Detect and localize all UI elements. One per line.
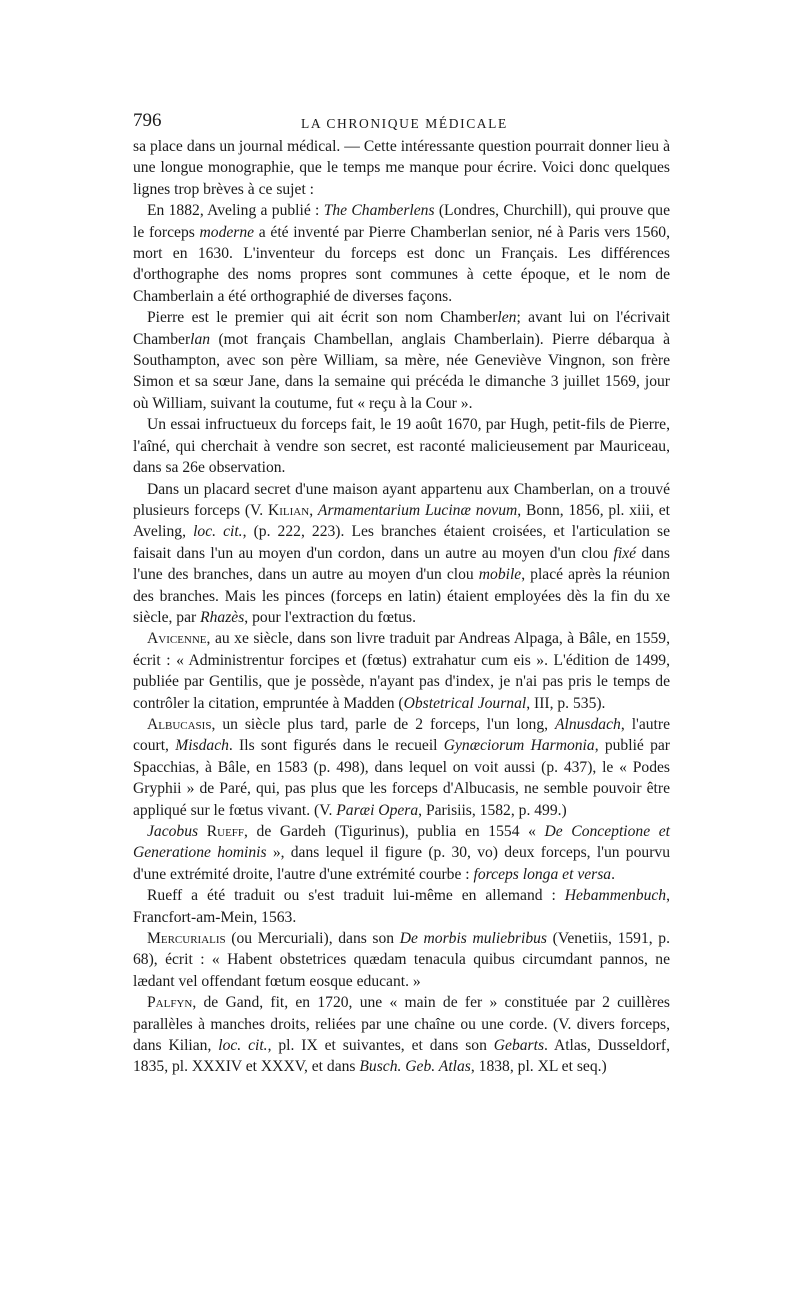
running-title: LA CHRONIQUE MÉDICALE — [301, 116, 508, 131]
text-run: Jacobus — [147, 823, 199, 840]
text-run: , — [309, 501, 318, 519]
text-run: . Ils sont figurés dans le recueil — [228, 737, 444, 755]
text-run: », dans lequel il figure (p. 30, vo) deux forceps, l'un pourvu d'une extrémité droite, l'autre d'une extrémité courbe : — [133, 844, 670, 883]
text-run: Obstetrical Journal — [403, 694, 527, 712]
text-run: , au xe siècle, dans son livre traduit par Andreas Alpaga, à Bâle, en 1559, écrit : « Administrentur forcipes et (fœtus) extrahatur cum eis ». L'édition de 1499, publiée par Gentilis, que je possède, n'ayant pas d'index, je n'ai pas pris le temps de contrôler la citation, empruntée à Madden ( — [133, 630, 670, 712]
text-run: . Atlas, Dusseldorf, 1835, pl. XXXIV et XXXV, et dans — [133, 1037, 670, 1076]
article-body — [133, 136, 670, 1078]
text-run: , pour l'extraction du fœtus. — [244, 608, 417, 626]
text-run: a été inventé par Pierre Chamberlan senior, né à Paris vers 1560, mort en 1630. L'inventeur du forceps est donc un Français. Les différences d'orthographe des noms propres sont communes à cette époque, et le nom de Chamberlain a été orthographié de diverses façons. — [133, 223, 670, 305]
text-run: Avicenne — [147, 630, 207, 648]
text-run: , pl. IX et suivantes, et dans son — [267, 1037, 494, 1055]
text-run: Misdach — [175, 737, 229, 755]
text-run: Mercurialis — [147, 930, 226, 948]
text-run: , (p. 222, 223). Les branches étaient croisées, et l'articulation se faisait dans l'un au moyen d'un cordon, dans un autre au moyen d'un clou — [133, 523, 670, 562]
text-run: fixé — [613, 544, 637, 562]
paragraph — [133, 479, 670, 629]
text-run: Palfyn — [147, 994, 193, 1012]
text-run: , un siècle plus tard, parle de 2 forceps, l'un long, — [211, 715, 555, 733]
text-run: Hebammenbuch — [564, 887, 667, 905]
text-run: Dans un placard secret d'une maison ayant appartenu aux Chamberlan, on a trouvé plusieurs forceps (V. — [133, 480, 670, 519]
text-run: Rhazès — [200, 608, 245, 626]
paragraph — [133, 928, 670, 992]
text-run: , III, p. 535). — [526, 694, 606, 712]
text-run: Armamentarium Lucinæ novum — [317, 501, 518, 519]
text-run: lan — [190, 330, 211, 348]
text-run: ; avant lui on l'écrivait Chamber — [133, 309, 670, 348]
text-run: Gebarts — [493, 1037, 545, 1055]
text-run: , publié par Spacchias, à Bâle, en 1583 (p. 498), dans lequel on voit aussi (p. 437), le « Podes Gryphii » de Paré, qui, pas plus que les forceps d'Albucasis, ne semble pouvoir être appliqué sur le fœtus vivant. (V. — [133, 737, 670, 819]
text-run: loc. cit. — [193, 523, 243, 541]
text-run: (Venetiis, 1591, p. 68), écrit : « Habent obstetrices quædam tenacula quibus circumdant pannos, ne lædant vel offendant fœtum eosque educant. » — [133, 930, 670, 990]
text-run: Rueff a été traduit ou s'est traduit lui-même en allemand : — [147, 887, 565, 905]
text-run: (ou Mercuriali), dans son — [225, 930, 400, 948]
text-run: forceps longa et versa — [473, 865, 612, 883]
paragraph — [133, 628, 670, 714]
text-run: De Conceptione et Generatione hominis — [133, 823, 670, 862]
text-run: , l'autre court, — [133, 715, 670, 755]
text-run: En 1882, Aveling a publié : — [147, 202, 324, 220]
text-run: (Londres, Churchill), qui prouve que le forceps — [133, 202, 670, 241]
text-run — [198, 823, 207, 840]
paragraph — [133, 414, 670, 478]
text-run: , placé après la réunion des branches. Mais les pinces (forceps en latin) étaient employées dès la fin du xe siècle, par — [133, 566, 670, 626]
text-run: (mot français Chambellan, anglais Chamberlain). Pierre débarqua à Southampton, avec son père William, sa mère, née Geneviève Vingnon, son frère Simon et sa sœur Jane, dans la semaine qui précéda le dimanche 3 juillet 1569, jour où William, suivant la coutume, fut « reçu à la Cour ». — [133, 330, 670, 412]
text-run: len — [497, 309, 517, 327]
text-run: moderne — [199, 223, 255, 241]
text-run: . — [611, 865, 616, 883]
text-run: , de Gardeh (Tigurinus), publia en 1554 « — [244, 823, 545, 840]
text-run: , 1838, pl. XL et seq.) — [470, 1058, 607, 1076]
text-run: sa place dans un journal médical. — Cette intéressante question pourrait donner lieu à une longue monographie, que le temps me manque pour écrire. Voici donc quelques lignes trop brèves à ce sujet : — [133, 138, 670, 198]
text-run: The Chamberlens — [323, 202, 435, 220]
paragraph — [133, 992, 670, 1078]
text-run: mobile — [478, 566, 522, 584]
paragraph — [133, 885, 670, 928]
text-run: Rueff — [206, 823, 245, 840]
page-number: 796 — [133, 110, 162, 131]
text-run: Kilian — [268, 501, 310, 519]
paragraph — [133, 821, 670, 885]
text-run: Albucasis — [147, 715, 212, 733]
text-run: loc. cit. — [218, 1037, 268, 1055]
text-run: Busch. Geb. Atlas — [359, 1058, 471, 1076]
text-run: Pierre est le premier qui ait écrit son nom Chamber — [147, 309, 498, 327]
paragraph — [133, 136, 670, 200]
text-run: dans l'une des branches, dans un autre au moyen d'un clou — [133, 544, 671, 584]
paragraph — [133, 307, 670, 414]
text-run: Gynæciorum Harmonia — [443, 737, 595, 755]
text-run: De morbis muliebribus — [399, 930, 547, 948]
text-run: Un essai infructueux du forceps fait, le 19 août 1670, par Hugh, petit-fils de Pierre, l'aîné, qui cherchait à vendre son secret, est raconté malicieusement par Mauriceau, dans sa 26e observation. — [133, 416, 670, 477]
document-page — [133, 108, 670, 1078]
text-run: , Francfort-am-Mein, 1563. — [133, 887, 670, 926]
text-run: Alnusdach — [554, 715, 621, 733]
text-run: Paræi Opera — [336, 801, 419, 819]
text-run: , de Gand, fit, en 1720, une « main de fer » constituée par 2 cuillères parallèles à manches droits, reliées par une chaîne ou une corde. (V. divers forceps, dans Kilian, — [133, 994, 670, 1055]
paragraph — [133, 200, 670, 307]
text-run: , Parisiis, 1582, p. 499.) — [418, 801, 567, 819]
page-header — [133, 108, 670, 136]
text-run: , Bonn, 1856, pl. xiii, et Aveling, — [133, 501, 671, 541]
paragraph — [133, 714, 670, 821]
